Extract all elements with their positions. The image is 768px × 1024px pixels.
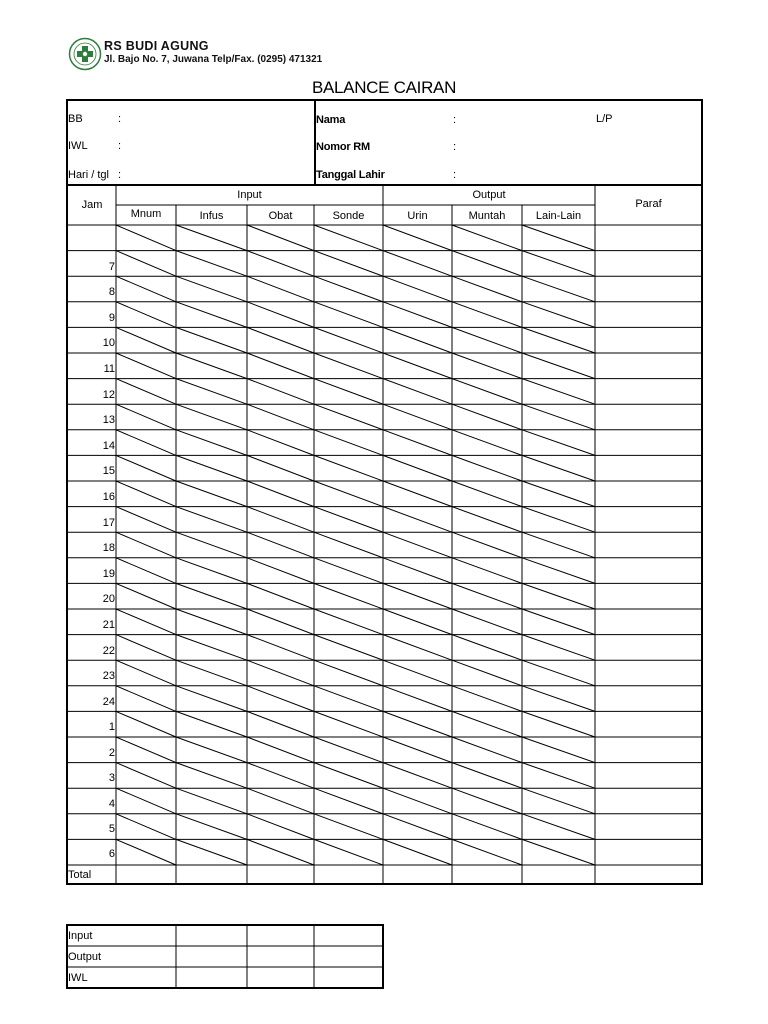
patient-name-colon: : (453, 114, 457, 126)
cell-diagonal (247, 430, 314, 456)
input-header: Input (237, 189, 262, 201)
cell-diagonal (247, 737, 314, 763)
cell-diagonal (116, 455, 176, 481)
total-label: Total (68, 869, 92, 881)
bb-label: BB (68, 113, 83, 125)
cell-diagonal (116, 532, 176, 558)
cell-diagonal (176, 404, 247, 430)
cell-diagonal (116, 635, 176, 661)
bb-colon: : (118, 113, 122, 125)
hour-label: 15 (102, 465, 115, 477)
cell-diagonal (176, 481, 247, 507)
summary-input-label: Input (68, 930, 93, 942)
cell-diagonal (176, 686, 247, 712)
cell-diagonal (176, 379, 247, 405)
cell-diagonal (314, 455, 383, 481)
cell-diagonal (383, 225, 452, 251)
cell-diagonal (314, 609, 383, 635)
cell-diagonal (176, 455, 247, 481)
cell-diagonal (383, 711, 452, 737)
hour-label: 8 (108, 286, 115, 298)
cell-diagonal (176, 225, 247, 251)
cell-diagonal (176, 507, 247, 533)
cell-diagonal (116, 481, 176, 507)
cell-diagonal (452, 225, 522, 251)
cell-diagonal (452, 686, 522, 712)
cell-diagonal (383, 532, 452, 558)
cell-diagonal (247, 481, 314, 507)
cell-diagonal (522, 839, 595, 865)
cell-diagonal (522, 788, 595, 814)
hospital-name: RS BUDI AGUNG (104, 39, 209, 53)
cell-diagonal (314, 814, 383, 840)
cell-diagonal (452, 276, 522, 302)
cell-diagonal (176, 251, 247, 277)
cell-diagonal (383, 353, 452, 379)
cell-diagonal (314, 558, 383, 584)
cell-diagonal (314, 660, 383, 686)
cell-diagonal (314, 251, 383, 277)
cell-diagonal (383, 558, 452, 584)
cell-diagonal (314, 430, 383, 456)
cell-diagonal (452, 532, 522, 558)
cell-diagonal (522, 583, 595, 609)
summary-output-label: Output (68, 951, 102, 963)
cell-diagonal (116, 814, 176, 840)
cell-diagonal (383, 737, 452, 763)
cell-diagonal (522, 660, 595, 686)
cell-diagonal (522, 404, 595, 430)
cell-diagonal (383, 276, 452, 302)
column-header-mnum: Mnum (130, 208, 162, 220)
gender-label: L/P (596, 113, 613, 125)
cell-diagonal (522, 814, 595, 840)
birth-date-label: Tanggal Lahir (316, 169, 385, 181)
cell-diagonal (176, 660, 247, 686)
hospital-address: Jl. Bajo No. 7, Juwana Telp/Fax. (0295) 471321 (104, 54, 323, 65)
iwl-label: IWL (68, 140, 88, 152)
cell-diagonal (314, 788, 383, 814)
cell-diagonal (247, 609, 314, 635)
cell-diagonal (116, 686, 176, 712)
cell-diagonal (522, 737, 595, 763)
cell-diagonal (452, 379, 522, 405)
cell-diagonal (247, 302, 314, 328)
hour-label: 23 (102, 670, 115, 682)
cell-diagonal (383, 302, 452, 328)
cell-diagonal (116, 302, 176, 328)
iwl-colon: : (118, 140, 122, 152)
cell-diagonal (522, 558, 595, 584)
hour-label: 13 (102, 414, 115, 426)
hour-label: 11 (103, 363, 115, 375)
cell-diagonal (522, 635, 595, 661)
cell-diagonal (314, 839, 383, 865)
cell-diagonal (116, 507, 176, 533)
cell-diagonal (116, 711, 176, 737)
cell-diagonal (314, 225, 383, 251)
cell-diagonal (522, 251, 595, 277)
cell-diagonal (452, 353, 522, 379)
hour-label: 5 (108, 823, 115, 835)
column-header-sonde: Sonde (332, 210, 365, 222)
cell-diagonal (247, 379, 314, 405)
cell-diagonal (383, 430, 452, 456)
cell-diagonal (522, 763, 595, 789)
cell-diagonal (452, 558, 522, 584)
cell-diagonal (452, 788, 522, 814)
hour-label: 17 (102, 517, 115, 529)
cell-diagonal (383, 788, 452, 814)
cell-diagonal (116, 788, 176, 814)
cell-diagonal (247, 404, 314, 430)
cell-diagonal (314, 686, 383, 712)
hour-label: 19 (102, 568, 115, 580)
cell-diagonal (314, 635, 383, 661)
cell-diagonal (176, 763, 247, 789)
cell-diagonal (522, 507, 595, 533)
cell-diagonal (522, 276, 595, 302)
cell-diagonal (116, 839, 176, 865)
hour-label: 20 (102, 593, 115, 605)
cell-diagonal (452, 609, 522, 635)
hour-label: 2 (108, 747, 115, 759)
form-title: BALANCE CAIRAN (311, 78, 457, 97)
cell-diagonal (314, 507, 383, 533)
cell-diagonal (176, 788, 247, 814)
cell-diagonal (452, 839, 522, 865)
cell-diagonal (314, 353, 383, 379)
cell-diagonal (247, 635, 314, 661)
paraf-header: Paraf (635, 198, 662, 210)
patient-name-label: Nama (316, 114, 346, 126)
cell-diagonal (247, 327, 314, 353)
cell-diagonal (247, 251, 314, 277)
cell-diagonal (452, 507, 522, 533)
date-label: Hari / tgl (68, 169, 109, 181)
hour-label: 21 (102, 619, 115, 631)
cell-diagonal (383, 507, 452, 533)
cell-diagonal (176, 814, 247, 840)
medical-record-colon: : (453, 141, 457, 153)
cell-diagonal (247, 839, 314, 865)
cell-diagonal (383, 814, 452, 840)
date-colon: : (118, 169, 122, 181)
cell-diagonal (116, 251, 176, 277)
cell-diagonal (383, 609, 452, 635)
cell-diagonal (176, 558, 247, 584)
column-header-obat: Obat (268, 210, 293, 222)
cell-diagonal (116, 583, 176, 609)
cell-diagonal (176, 635, 247, 661)
cell-diagonal (452, 302, 522, 328)
column-header-infus: Infus (199, 210, 224, 222)
cell-diagonal (176, 711, 247, 737)
cell-diagonal (247, 763, 314, 789)
cell-diagonal (176, 839, 247, 865)
cell-diagonal (314, 737, 383, 763)
hour-label: 1 (108, 721, 115, 733)
cell-diagonal (314, 327, 383, 353)
cell-diagonal (314, 711, 383, 737)
cell-diagonal (116, 737, 176, 763)
medical-record-label: Nomor RM (316, 141, 371, 153)
column-header-muntah: Muntah (468, 210, 506, 222)
cell-diagonal (116, 558, 176, 584)
cell-diagonal (522, 481, 595, 507)
birth-date-colon: : (453, 169, 457, 181)
cell-diagonal (176, 430, 247, 456)
cell-diagonal (247, 814, 314, 840)
summary-table-frame (67, 925, 383, 988)
cell-diagonal (247, 686, 314, 712)
cell-diagonal (452, 737, 522, 763)
cell-diagonal (452, 660, 522, 686)
cell-diagonal (452, 404, 522, 430)
cell-diagonal (116, 660, 176, 686)
cell-diagonal (452, 327, 522, 353)
cell-diagonal (383, 686, 452, 712)
cell-diagonal (247, 532, 314, 558)
hour-label: 12 (102, 389, 115, 401)
cell-diagonal (522, 609, 595, 635)
cell-diagonal (522, 353, 595, 379)
cell-diagonal (247, 353, 314, 379)
cell-diagonal (314, 404, 383, 430)
cell-diagonal (116, 404, 176, 430)
cell-diagonal (383, 660, 452, 686)
cell-diagonal (116, 763, 176, 789)
cell-diagonal (314, 379, 383, 405)
cell-diagonal (314, 763, 383, 789)
cell-diagonal (452, 814, 522, 840)
cell-diagonal (452, 635, 522, 661)
column-header-lain-lain: Lain-Lain (535, 210, 582, 222)
cell-diagonal (383, 404, 452, 430)
cell-diagonal (522, 379, 595, 405)
hour-label: 18 (102, 542, 115, 554)
hour-label: 24 (102, 696, 115, 708)
hour-label: 7 (108, 261, 115, 273)
hour-label: 10 (102, 337, 115, 349)
cell-diagonal (522, 711, 595, 737)
cell-diagonal (176, 609, 247, 635)
cell-diagonal (383, 763, 452, 789)
cell-diagonal (383, 379, 452, 405)
cell-diagonal (247, 788, 314, 814)
cell-diagonal (314, 481, 383, 507)
cell-diagonal (176, 737, 247, 763)
cell-diagonal (452, 430, 522, 456)
cell-diagonal (314, 583, 383, 609)
cell-diagonal (116, 327, 176, 353)
cell-diagonal (522, 225, 595, 251)
cell-diagonal (247, 455, 314, 481)
cell-diagonal (522, 430, 595, 456)
cell-diagonal (176, 302, 247, 328)
cell-diagonal (314, 302, 383, 328)
cell-diagonal (176, 583, 247, 609)
cell-diagonal (452, 711, 522, 737)
hour-label: 16 (102, 491, 115, 503)
cell-diagonal (452, 481, 522, 507)
cell-diagonal (247, 225, 314, 251)
column-header-urin: Urin (407, 210, 428, 222)
cell-diagonal (247, 660, 314, 686)
jam-header: Jam (81, 199, 103, 211)
hour-label: 22 (102, 645, 115, 657)
hour-label: 14 (102, 440, 115, 452)
cell-diagonal (247, 507, 314, 533)
cell-diagonal (522, 327, 595, 353)
cell-diagonal (522, 302, 595, 328)
cell-diagonal (452, 251, 522, 277)
cell-diagonal (247, 558, 314, 584)
hour-label: 6 (108, 848, 115, 860)
hour-label: 4 (108, 798, 115, 810)
cell-diagonal (247, 711, 314, 737)
cell-diagonal (452, 455, 522, 481)
cell-diagonal (452, 763, 522, 789)
cell-diagonal (116, 609, 176, 635)
cell-diagonal (116, 225, 176, 251)
cell-diagonal (452, 583, 522, 609)
cell-diagonal (383, 327, 452, 353)
hour-label: 3 (108, 772, 115, 784)
cell-diagonal (176, 532, 247, 558)
cell-diagonal (116, 430, 176, 456)
cell-diagonal (522, 455, 595, 481)
cell-diagonal (176, 353, 247, 379)
summary-iwl-label: IWL (68, 972, 88, 984)
hour-label: 9 (108, 312, 115, 324)
cell-diagonal (314, 532, 383, 558)
cell-diagonal (383, 839, 452, 865)
cell-diagonal (522, 686, 595, 712)
cell-diagonal (314, 276, 383, 302)
cell-diagonal (383, 583, 452, 609)
cell-diagonal (116, 353, 176, 379)
cell-diagonal (383, 251, 452, 277)
cell-diagonal (247, 276, 314, 302)
cell-diagonal (522, 532, 595, 558)
cell-diagonal (383, 635, 452, 661)
cell-diagonal (176, 327, 247, 353)
cell-diagonal (247, 583, 314, 609)
cell-diagonal (116, 276, 176, 302)
output-header: Output (472, 189, 506, 201)
cell-diagonal (176, 276, 247, 302)
cell-diagonal (116, 379, 176, 405)
cell-diagonal (383, 455, 452, 481)
cell-diagonal (383, 481, 452, 507)
